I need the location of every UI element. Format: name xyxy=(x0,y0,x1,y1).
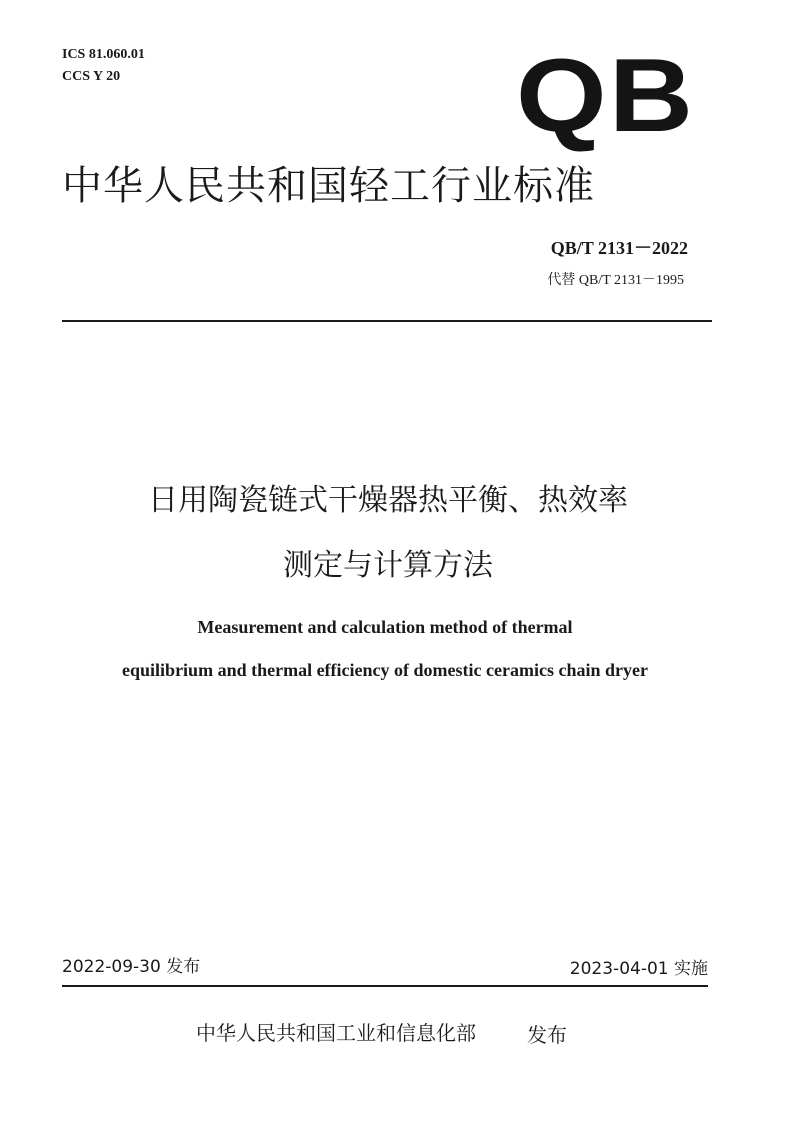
bottom-divider xyxy=(62,985,708,987)
category-title: 中华人民共和国轻工行业标准 xyxy=(62,163,595,209)
title-en-line1: Measurement and calculation method of thermal xyxy=(197,617,573,637)
title-zh-line2: 测定与计算方法 xyxy=(283,548,493,583)
issuer-suffix: 发布 xyxy=(527,1023,567,1047)
ccs-code: CCS Y 20 xyxy=(62,69,121,84)
ics-code: ICS 81.060.01 xyxy=(62,47,145,62)
standard-number: QB/T 2131－2022 xyxy=(550,238,688,258)
replaces-standard: 代替 QB/T 2131－1995 xyxy=(547,273,684,288)
issuer-name: 中华人民共和国工业和信息化部 xyxy=(196,1021,476,1045)
implementation-date: 2023-04-01 实施 xyxy=(569,959,708,979)
title-zh-line1: 日用陶瓷链式干燥器热平衡、热效率 xyxy=(148,483,628,518)
title-en-line2: equilibrium and thermal efficiency of domestic ceramics chain dryer xyxy=(122,660,648,680)
publication-date: 2022-09-30 发布 xyxy=(62,957,201,977)
qb-logo: QB xyxy=(516,38,696,154)
top-divider xyxy=(62,320,712,322)
